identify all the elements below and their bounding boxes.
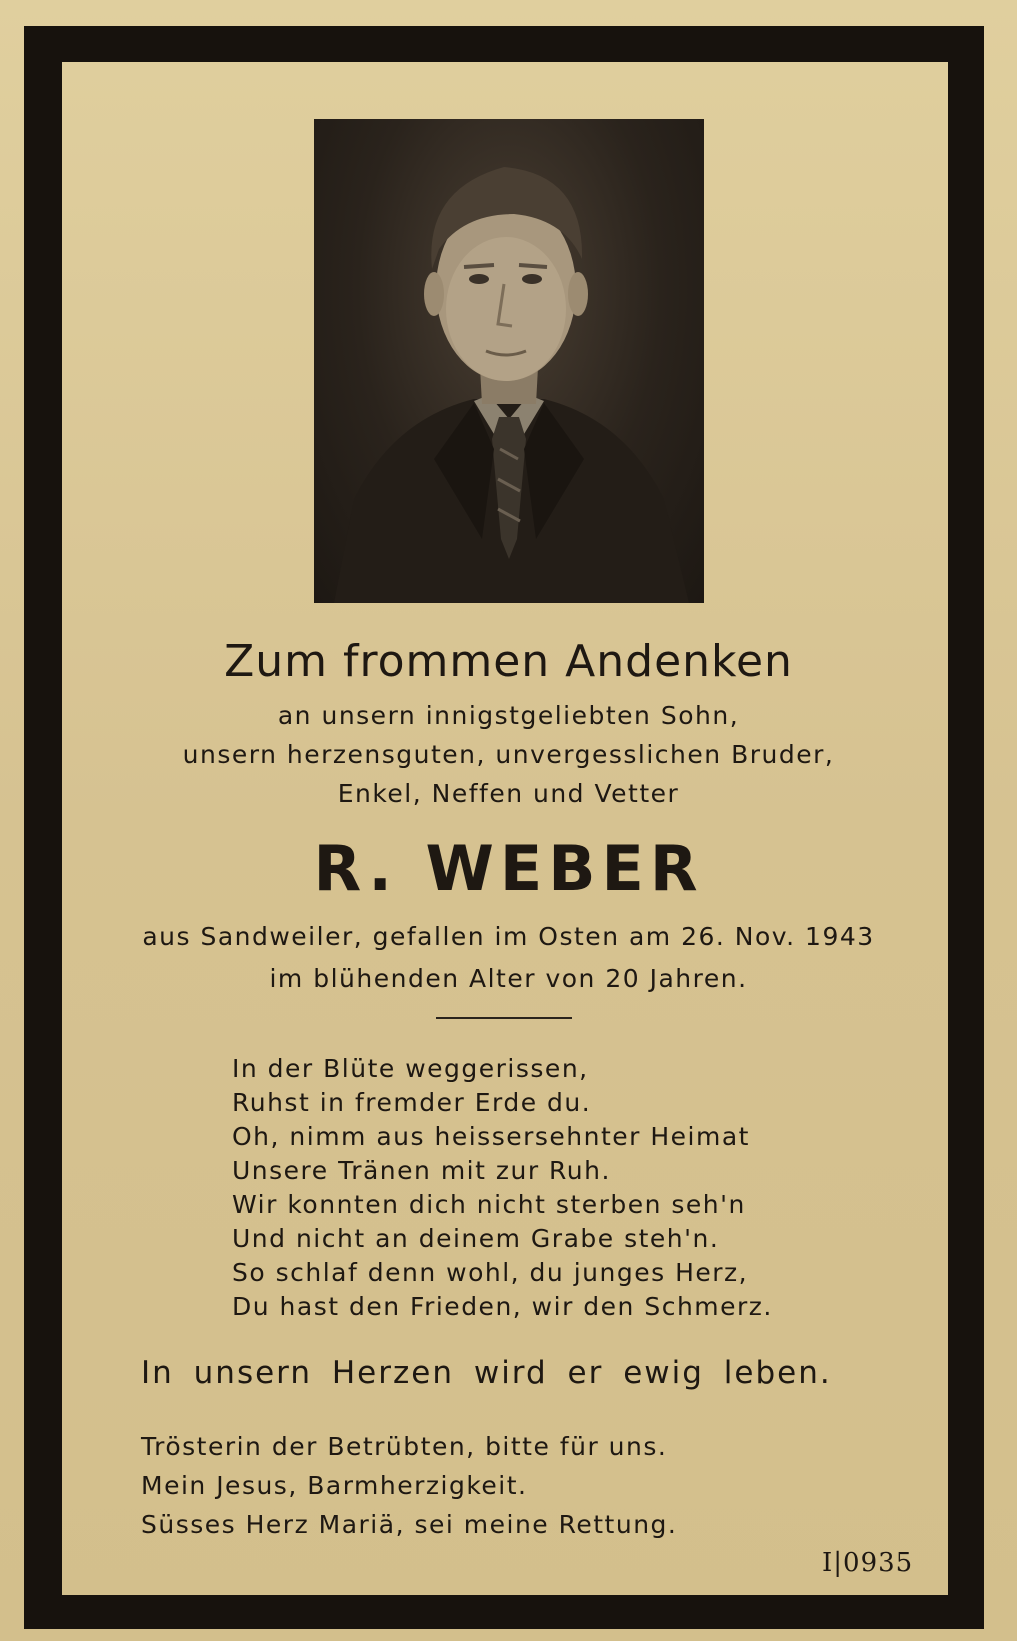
dedication-line-1: an unsern innigstgeliebten Sohn,: [277, 701, 740, 730]
details-line-1: aus Sandweiler, gefallen im Osten am 26. Nov. 1943: [142, 922, 875, 951]
motto: In unsern Herzen wird er ewig leben.: [141, 1355, 832, 1391]
card-title: Zum frommen Andenken: [224, 636, 793, 687]
poem-line: So schlaf denn wohl, du junges Herz,: [232, 1258, 749, 1287]
divider-rule: [436, 1017, 572, 1019]
poem-line: In der Blüte weggerissen,: [232, 1054, 589, 1083]
deceased-name: R. WEBER: [313, 832, 704, 905]
details-line-2: im blühenden Alter von 20 Jahren.: [269, 964, 748, 993]
dedication-line-3: Enkel, Neffen und Vetter: [337, 779, 680, 808]
poem-line: Du hast den Frieden, wir den Schmerz.: [232, 1292, 773, 1321]
prayer-line: Trösterin der Betrübten, bitte für uns.: [141, 1432, 668, 1461]
prayer-line: Mein Jesus, Barmherzigkeit.: [141, 1471, 528, 1500]
poem-line: Wir konnten dich nicht sterben seh'n: [232, 1190, 746, 1219]
print-code: I|0935: [822, 1548, 914, 1578]
prayers: [141, 1427, 677, 1544]
poem-line: Ruhst in fremder Erde du.: [232, 1088, 592, 1117]
prayer-line: Süsses Herz Mariä, sei meine Rettung.: [141, 1510, 678, 1539]
portrait-photo: [314, 119, 704, 603]
poem: [232, 1052, 773, 1324]
poem-line: Unsere Tränen mit zur Ruh.: [232, 1156, 611, 1185]
portrait-illustration: [314, 119, 704, 603]
poem-line: Oh, nimm aus heissersehnter Heimat: [232, 1122, 750, 1151]
dedication-line-2: unsern herzensguten, unvergesslichen Bruder,: [182, 740, 835, 769]
poem-line: Und nicht an deinem Grabe steh'n.: [232, 1224, 720, 1253]
